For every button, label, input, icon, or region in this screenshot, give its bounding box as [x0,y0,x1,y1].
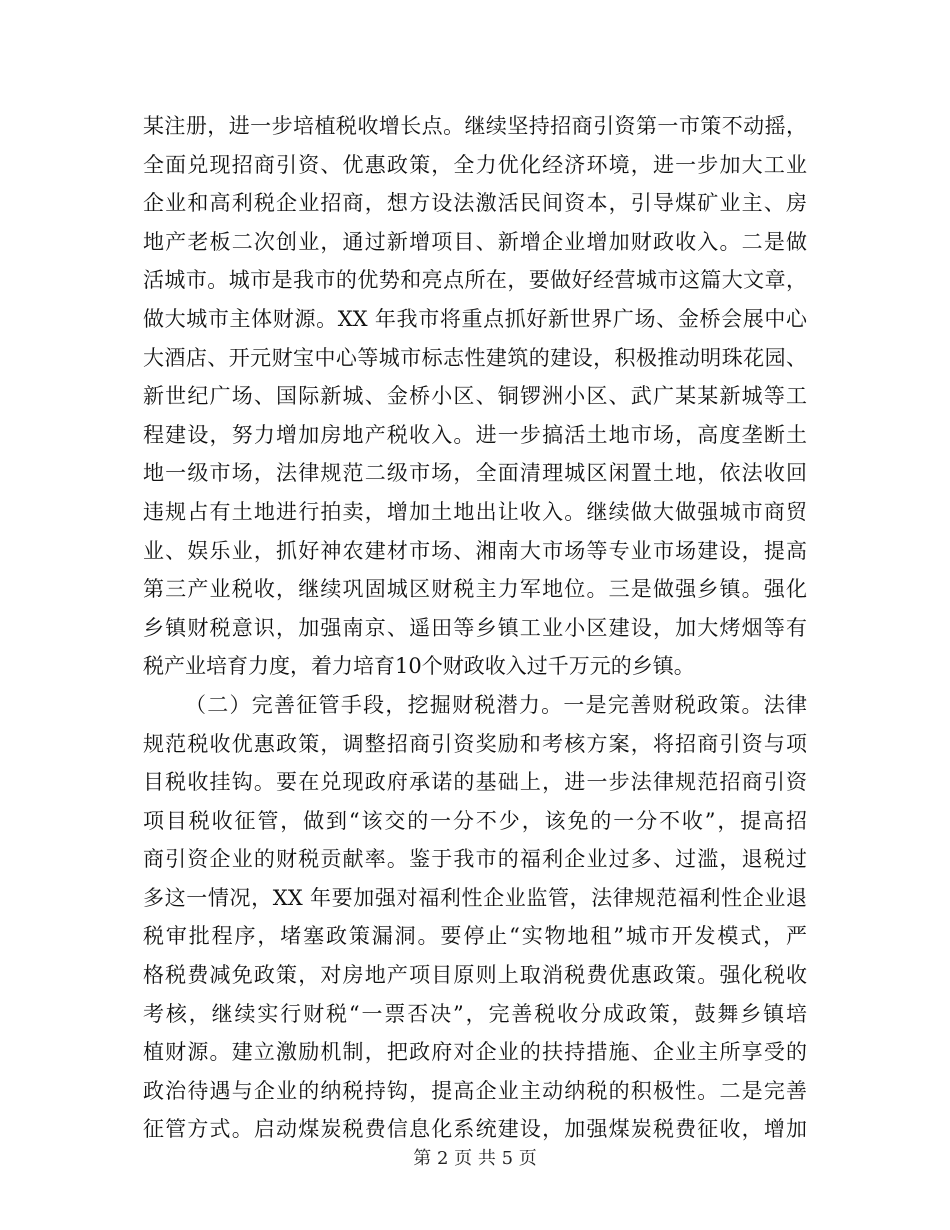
text-line: 植财源。建立激励机制，把政府对企业的扶持措施、企业主所享受的 [143,1040,807,1065]
text-line: 违规占有土地进行拍卖，增加土地出让收入。继续做大做强城市商贸 [143,499,807,524]
text-line: 政治待遇与企业的纳税持钩，提高企业主动纳税的积极性。二是完善 [143,1078,807,1103]
text-line: 地产老板二次创业，通过新增项目、新增企业增加财政收入。二是做 [143,229,807,254]
text-line: 第三产业税收，继续巩固城区财税主力军地位。三是做强乡镇。强化 [143,577,807,602]
text-line: 某注册，进一步培植税收增长点。继续坚持招商引资第一市策不动摇， [143,114,807,138]
text-line: 规范税收优惠政策，调整招商引资奖励和考核方案，将招商引资与项 [143,731,807,756]
text-line: 项目税收征管，做到“该交的一分不少，该免的一分不收”，提高招 [143,808,807,833]
text-line: 多这一情况，XX 年要加强对福利性企业监管，法律规范福利性企业退 [143,885,807,910]
text-line: 税审批程序，堵塞政策漏洞。要停止“实物地租”城市开发模式，严 [143,924,807,949]
body-text [143,107,807,1149]
text-line: 做大城市主体财源。XX 年我市将重点抓好新世界广场、金桥会展中心 [143,306,807,331]
text-line: 目税收挂钩。要在兑现政府承诺的基础上，进一步法律规范招商引资 [143,770,807,795]
text-line: （二）完善征管手段，挖掘财税潜力。一是完善财税政策。法律 [185,692,807,717]
text-line: 全面兑现招商引资、优惠政策，全力优化经济环境，进一步加大工业 [143,152,807,177]
text-line: 征管方式。启动煤炭税费信息化系统建设，加强煤炭税费征收，增加 [143,1117,807,1142]
text-line: 考核，继续实行财税“一票否决”，完善税收分成政策，鼓舞乡镇培 [143,1001,807,1026]
text-line: 乡镇财税意识，加强南京、遥田等乡镇工业小区建设，加大烤烟等有 [143,615,807,640]
text-line: 大酒店、开元财宝中心等城市标志性建筑的建设，积极推动明珠花园、 [143,345,807,370]
text-line: 活城市。城市是我市的优势和亮点所在，要做好经营城市这篇大文章， [143,268,807,293]
page-number: 第 2 页 共 5 页 [413,1148,537,1169]
text-line: 地一级市场，法律规范二级市场，全面清理城区闲置土地，依法收回 [143,461,807,486]
text-line: 税产业培育力度，着力培育10个财政收入过千万元的乡镇。 [143,654,695,679]
page-footer [0,1147,950,1171]
text-line: 新世纪广场、国际新城、金桥小区、铜锣洲小区、武广某某新城等工 [143,384,807,409]
text-line: 商引资企业的财税贡献率。鉴于我市的福利企业过多、过滥，退税过 [143,847,807,872]
text-line: 业、娱乐业，抓好神农建材市场、湘南大市场等专业市场建设，提高 [143,538,807,563]
text-line: 企业和高利税企业招商，想方设法激活民间资本，引导煤矿业主、房 [143,191,807,216]
text-line: 格税费减免政策，对房地产项目原则上取消税费优惠政策。强化税收 [143,963,807,988]
text-line: 程建设，努力增加房地产税收入。进一步搞活土地市场，高度垄断土 [143,422,807,447]
